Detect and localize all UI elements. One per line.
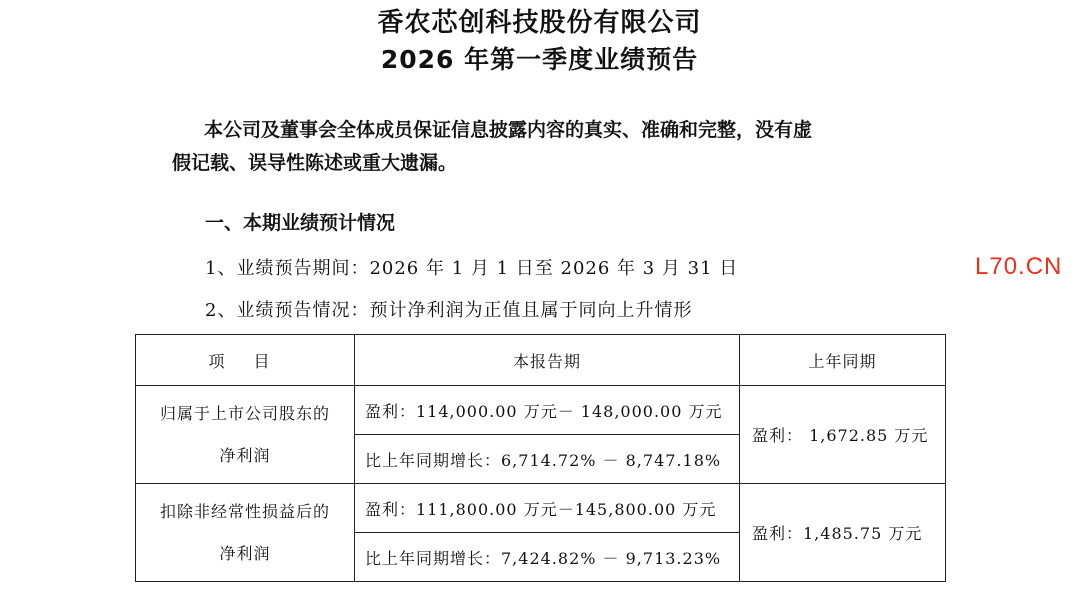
row-category: 扣除非经常性损益后的 净利润 [136, 484, 355, 582]
table-row [136, 386, 946, 435]
table-header-row [136, 335, 946, 386]
row-category: 归属于上市公司股东的 净利润 [136, 386, 355, 484]
report-title: 2026 年第一季度业绩预告 [380, 45, 699, 74]
header-current-period: 本报告期 [355, 335, 740, 386]
section-heading: 一、本期业绩预计情况 [205, 212, 396, 234]
table-row [136, 484, 946, 533]
header-prior-period: 上年同期 [740, 335, 946, 386]
watermark-logo: L70.CN [975, 253, 1063, 280]
company-name: 香农芯创科技股份有限公司 [377, 8, 702, 38]
current-profit-cell: 盈利：114,000.00 万元－ 148,000.00 万元 [355, 386, 740, 435]
statement-line-1: 本公司及董事会全体成员保证信息披露内容的真实、准确和完整，没有虚 [204, 119, 813, 141]
statement-line-2: 假记载、误导性陈述或重大遗漏。 [172, 152, 458, 174]
current-profit-cell: 盈利：111,800.00 万元－145,800.00 万元 [355, 484, 740, 533]
current-growth-cell: 比上年同期增长：6,714.72% － 8,747.18% [355, 435, 740, 484]
forecast-situation: 2、业绩预告情况：预计净利润为正值且属于同向上升情形 [205, 300, 693, 321]
forecast-table [135, 334, 946, 582]
disclosure-statement [172, 114, 922, 180]
prior-profit-cell: 盈利： 1,672.85 万元 [740, 386, 946, 484]
forecast-period: 1、业绩预告期间：2026 年 1 月 1 日至 2026 年 3 月 31 日 [205, 258, 739, 279]
current-growth-cell: 比上年同期增长：7,424.82% － 9,713.23% [355, 533, 740, 582]
prior-profit-cell: 盈利：1,485.75 万元 [740, 484, 946, 582]
header-item: 项 目 [136, 335, 355, 386]
